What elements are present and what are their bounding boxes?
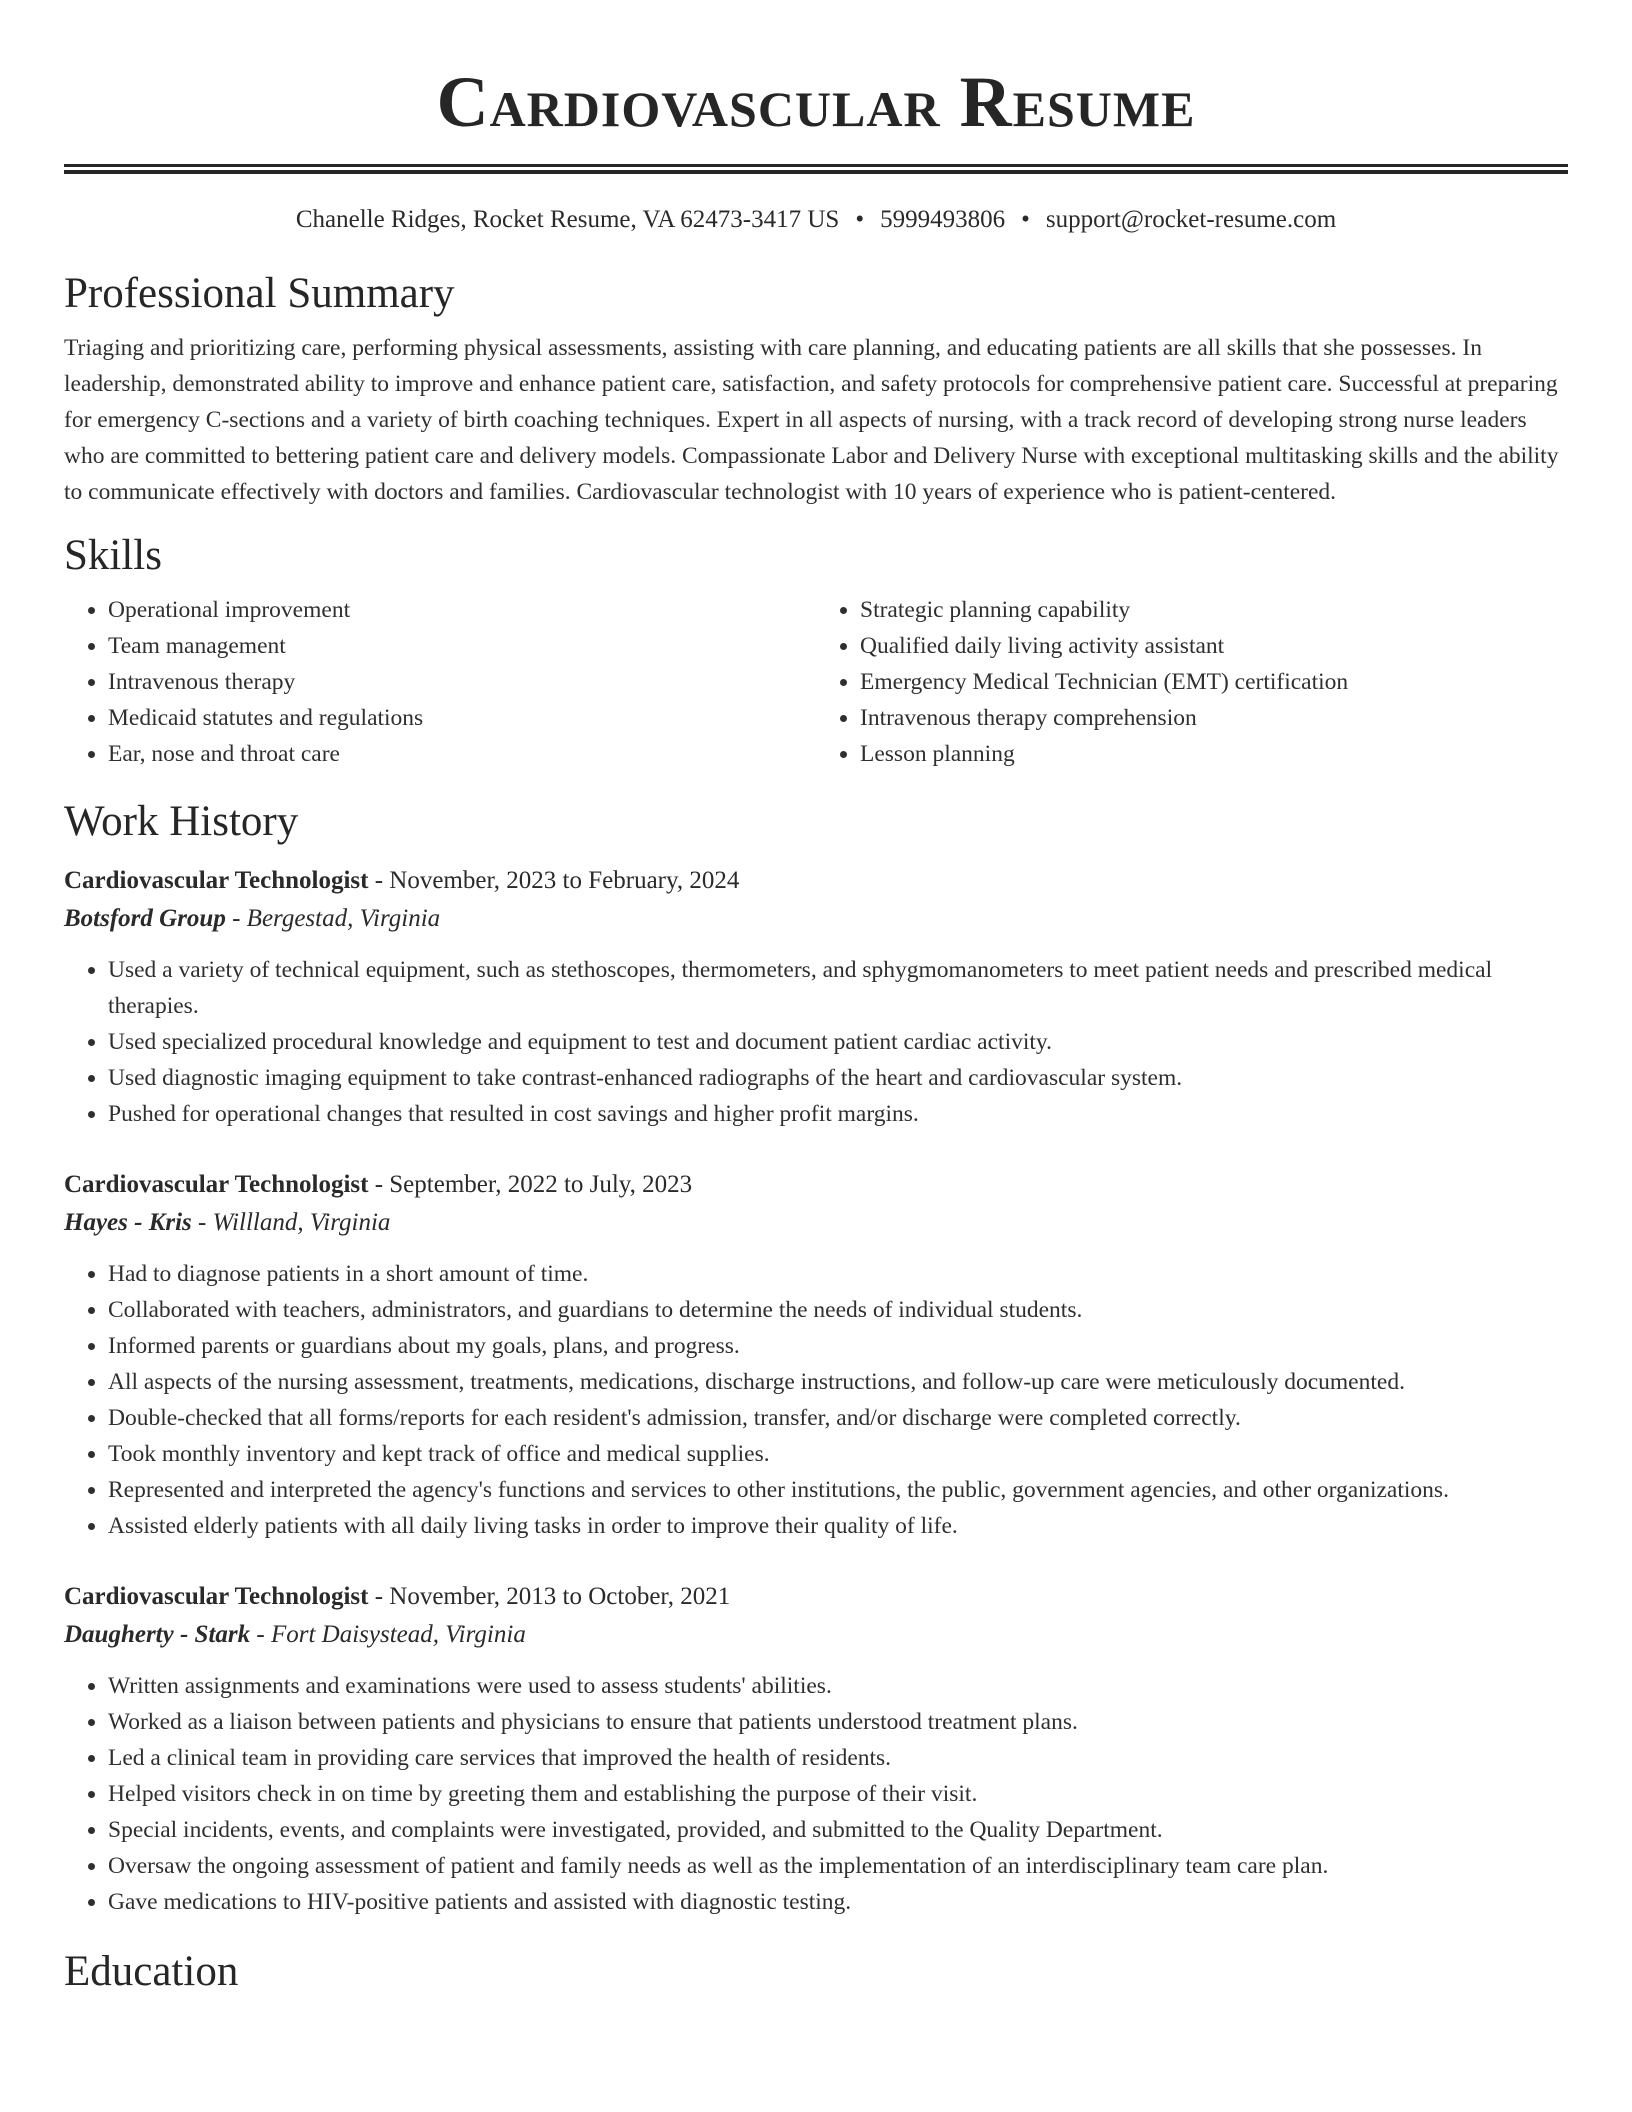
company-name: Daugherty - Stark (64, 1621, 251, 1648)
job-entry (64, 862, 1568, 1132)
company-location: Fort Daisystead, Virginia (270, 1621, 526, 1648)
job-bullet: • Had to diagnose patients in a short amount of time. (108, 1256, 1568, 1292)
job-dates: November, 2013 to October, 2021 (389, 1583, 731, 1610)
work-history-heading: Work History (64, 798, 299, 845)
summary-heading: Professional Summary (64, 270, 455, 317)
skill-item: • Qualified daily living activity assistant (860, 628, 1568, 664)
job-title-line: Cardiovascular Technologist - September, 2022 to July, 2023 (64, 1171, 693, 1198)
skill-item: • Intravenous therapy comprehension (860, 700, 1568, 736)
contact-email: support@rocket-resume.com (1045, 206, 1337, 233)
job-bullet: • Used diagnostic imaging equipment to take contrast-enhanced radiographs of the heart and cardiovascular system. (108, 1060, 1568, 1096)
job-bullet: • Collaborated with teachers, administrators, and guardians to determine the needs of individual students. (108, 1292, 1568, 1328)
job-title-line: Cardiovascular Technologist - November, 2013 to October, 2021 (64, 1583, 731, 1610)
job-bullet: • Special incidents, events, and complaints were investigated, provided, and submitted to the Quality Department. (108, 1812, 1568, 1848)
job-bullet: • Oversaw the ongoing assessment of patient and family needs as well as the implementation of an interdisciplinary team care plan. (108, 1848, 1568, 1884)
skills-list-left (64, 592, 816, 772)
skills-list-right (816, 592, 1568, 772)
company-location: Bergestad, Virginia (246, 905, 441, 932)
contact-separator: • (1021, 206, 1030, 233)
job-bullets (64, 1668, 1568, 1920)
contact-address: Chanelle Ridges, Rocket Resume, VA 62473-3417 US (295, 206, 840, 233)
contact-separator: • (855, 206, 865, 233)
skill-item: • Strategic planning capability (860, 592, 1568, 628)
job-entry (64, 1166, 1568, 1544)
job-entry (64, 1578, 1568, 1920)
job-bullet: • Took monthly inventory and kept track of office and medical supplies. (108, 1436, 1568, 1472)
job-bullet: • Written assignments and examinations were used to assess students' abilities. (108, 1668, 1568, 1704)
job-title: Cardiovascular Technologist (64, 1583, 369, 1610)
skill-item: • Team management (108, 628, 816, 664)
skill-item: • Operational improvement (108, 592, 816, 628)
company-name: Botsford Group (64, 905, 226, 932)
contact-phone: 5999493806 (880, 206, 1006, 233)
job-bullet: • Worked as a liaison between patients and physicians to ensure that patients understood treatment plans. (108, 1704, 1568, 1740)
company-location: Willland, Virginia (212, 1209, 391, 1236)
education-heading: Education (64, 1948, 239, 1995)
job-bullet: • Used a variety of technical equipment, such as stethoscopes, thermometers, and sphygmomanometers to meet patient needs and prescribed medical therapies. (108, 952, 1568, 1024)
skills-columns (64, 592, 1568, 772)
company-line: Hayes - Kris - Willland, Virginia (64, 1209, 391, 1236)
contact-line (64, 204, 1568, 236)
job-title: Cardiovascular Technologist (64, 867, 369, 894)
job-dates: September, 2022 to July, 2023 (389, 1171, 693, 1198)
job-bullet: • Helped visitors check in on time by greeting them and establishing the purpose of their visit. (108, 1776, 1568, 1812)
job-bullet: • Double-checked that all forms/reports for each resident's admission, transfer, and/or discharge were completed correctly. (108, 1400, 1568, 1436)
company-line: Botsford Group - Bergestad, Virginia (64, 905, 441, 932)
job-title: Cardiovascular Technologist (64, 1171, 369, 1198)
skill-item: • Ear, nose and throat care (108, 736, 816, 772)
job-dates: November, 2023 to February, 2024 (389, 867, 740, 894)
resume-title: Cardiovascular Resume (436, 62, 1196, 142)
job-bullet: • Led a clinical team in providing care services that improved the health of residents. (108, 1740, 1568, 1776)
job-bullets (64, 952, 1568, 1132)
skill-item: • Intravenous therapy (108, 664, 816, 700)
job-bullet: • Used specialized procedural knowledge and equipment to test and document patient cardiac activity. (108, 1024, 1568, 1060)
skill-item: • Lesson planning (860, 736, 1568, 772)
skill-item: • Emergency Medical Technician (EMT) certification (860, 664, 1568, 700)
summary-text: Triaging and prioritizing care, performing physical assessments, assisting with care planning, and educating patients are all skills that she possesses. In leadership, demonstrated ability to improve and enhance patient care, satisfaction, and safety protocols for comprehensive patient care. Successful at preparing for emergency C-sections and a variety of birth coaching techniques. Expert in all aspects of nursing, with a track record of developing strong nurse leaders who are committed to bettering patient care and delivery models. Compassionate Labor and Delivery Nurse with exceptional multitasking skills and the ability to communicate effectively with doctors and families. Cardiovascular technologist with 10 years of experience who is patient-centered. (64, 335, 1559, 505)
job-bullet: • Gave medications to HIV-positive patients and assisted with diagnostic testing. (108, 1884, 1568, 1920)
company-line: Daugherty - Stark - Fort Daisystead, Virginia (64, 1621, 526, 1648)
job-bullet: • Represented and interpreted the agency's functions and services to other institutions, the public, government agencies, and other organizations. (108, 1472, 1568, 1508)
job-title-line: Cardiovascular Technologist - November, 2023 to February, 2024 (64, 867, 740, 894)
job-bullet: • Informed parents or guardians about my goals, plans, and progress. (108, 1328, 1568, 1364)
company-name: Hayes - Kris (64, 1209, 192, 1236)
job-bullet: • Assisted elderly patients with all daily living tasks in order to improve their quality of life. (108, 1508, 1568, 1544)
skills-heading: Skills (64, 532, 162, 579)
skill-item: • Medicaid statutes and regulations (108, 700, 816, 736)
job-bullets (64, 1256, 1568, 1544)
title-double-rule (64, 164, 1568, 174)
job-bullet: • Pushed for operational changes that resulted in cost savings and higher profit margins. (108, 1096, 1568, 1132)
job-bullet: • All aspects of the nursing assessment, treatments, medications, discharge instructions, and follow-up care were meticulously documented. (108, 1364, 1568, 1400)
